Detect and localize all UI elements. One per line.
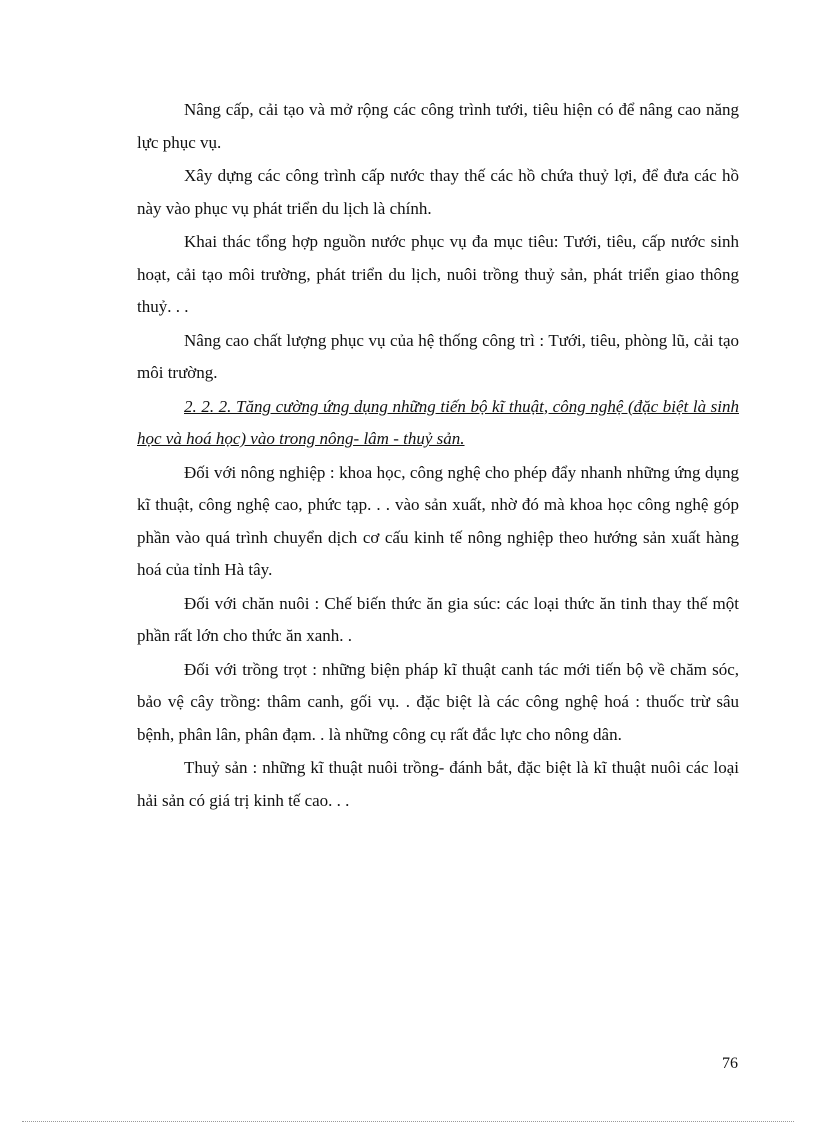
paragraph-water-supply: Xây dựng các công trình cấp nước thay thế các hồ chứa thuỷ lợi, để đưa các hồ này vào phục vụ phát triển du lịch là chính. [137,166,739,218]
paragraph-water-resources: Khai thác tổng hợp nguồn nước phục vụ đa mục tiêu: Tưới, tiêu, cấp nước sinh hoạt, cải tạo môi trường, phát triển du lịch, nuôi trồng thuỷ sản, phát triển giao thông thuỷ. . . [137,232,739,316]
paragraph-aquaculture: Thuỷ sản : những kĩ thuật nuôi trồng- đánh bắt, đặc biệt là kĩ thuật nuôi các loại hải sản có giá trị kinh tế cao. . . [137,758,739,810]
paragraph-agriculture: Đối với nông nghiệp : khoa học, công nghệ cho phép đẩy nhanh những ứng dụng kĩ thuật, công nghệ cao, phức tạp. . . vào sản xuất, nhờ đó mà khoa học công nghệ góp phần vào quá trình chuyển dịch cơ cấu kinh tế nông nghiệp theo hướng sản xuất hàng hoá của tỉnh Hà tây. [137,462,739,579]
page-boundary-line [22,1121,794,1122]
paragraph-irrigation-upgrade: Nâng cấp, cải tạo và mở rộng các công trình tưới, tiêu hiện có để nâng cao năng lực phục vụ. [137,100,739,152]
section-heading: 2. 2. 2. Tăng cường ứng dụng những tiến bộ kĩ thuật, công nghệ (đặc biệt là sinh học và hoá học) vào trong nông- lâm - thuỷ sản. [137,396,739,448]
paragraph-livestock: Đối với chăn nuôi : Chế biến thức ăn gia súc: các loại thức ăn tinh thay thế một phần rất lớn cho thức ăn xanh. . [137,593,739,645]
paragraph-crops: Đối với trồng trọt : những biện pháp kĩ thuật canh tác mới tiến bộ về chăm sóc, bảo vệ cây trồng: thâm canh, gối vụ. . đặc biệt là các công nghệ hoá : thuốc trừ sâu bệnh, phân lân, phân đạm. . là những công cụ rất đắc lực cho nông dân. [137,659,739,744]
page-number: 76 [722,1055,738,1072]
paragraph-service-quality: Nâng cao chất lượng phục vụ của hệ thống công trì : Tưới, tiêu, phòng lũ, cải tạo môi trường. [137,330,739,382]
page-body [137,94,739,818]
